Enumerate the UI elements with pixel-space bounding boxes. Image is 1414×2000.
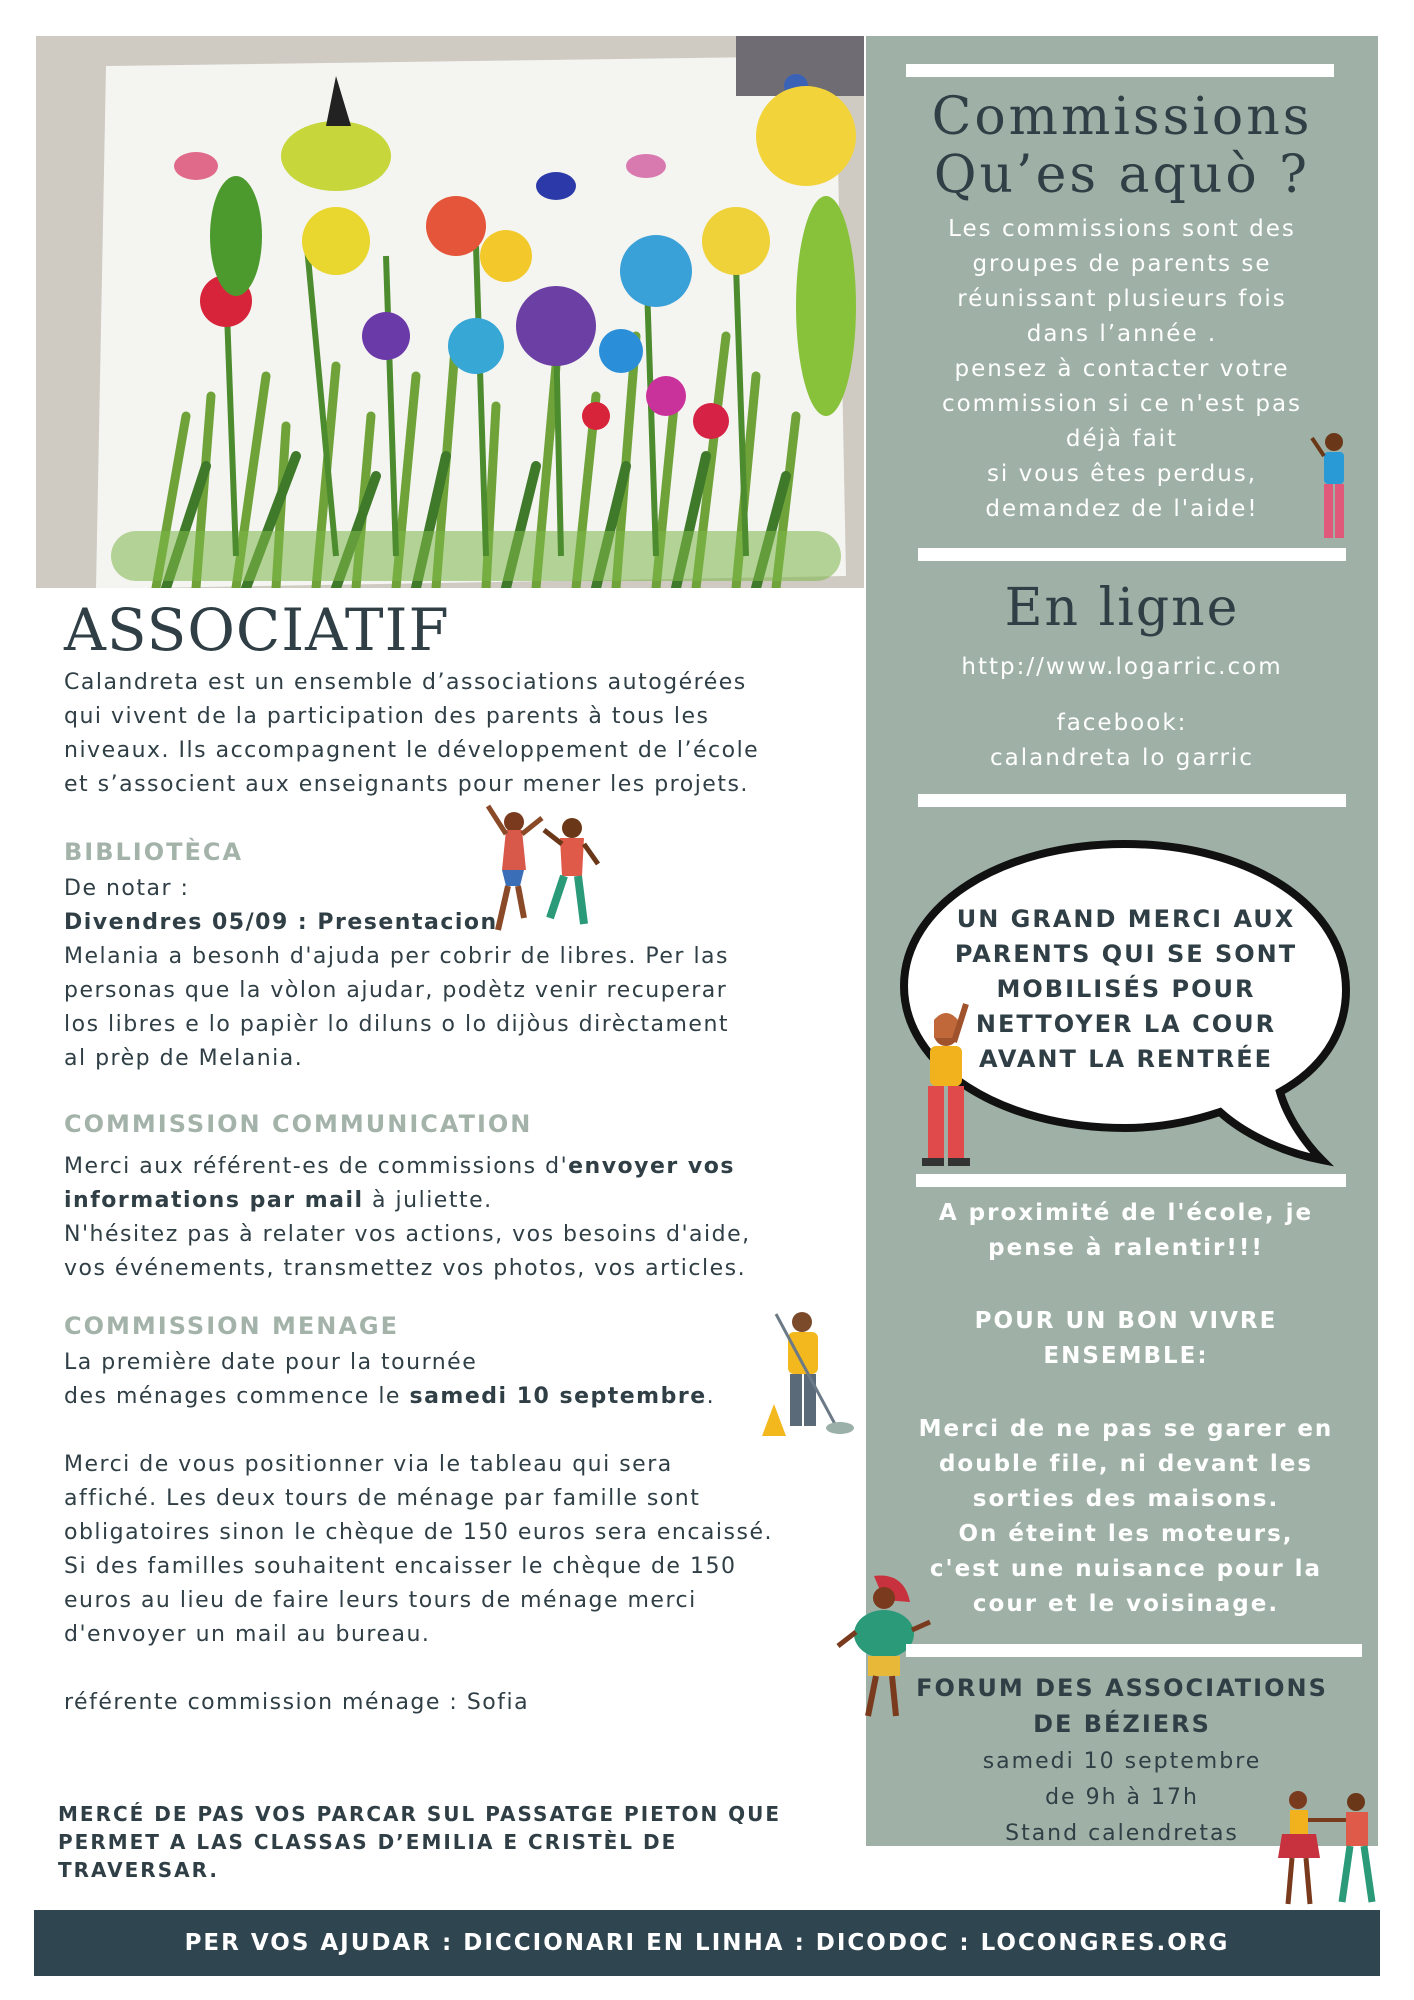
associatif-line: qui vivent de la participation des parents à tous les [64, 704, 710, 729]
bubble-line: AVANT LA RENTRÉE [978, 1045, 1274, 1073]
menage-line: euros au lieu de faire leurs tours de ménage merci [64, 1588, 697, 1613]
bibliotheca-note: De notar : [64, 876, 190, 901]
commissions-line: réunissant plusieurs fois [957, 286, 1287, 312]
woman-waving-illustration [906, 1000, 986, 1176]
footer-bar: PER VOS AJUDAR : DICCIONARI EN LINHA : DICODOC : LOCONGRES.ORG [34, 1910, 1380, 1976]
menage-text-run: des ménages commence le [64, 1384, 410, 1409]
menage-line: affiché. Les deux tours de ménage par famille sont [64, 1486, 701, 1511]
pieton-line: TRAVERSAR. [58, 1858, 219, 1882]
divider-bar [918, 548, 1346, 561]
divider-bar [906, 64, 1334, 77]
communication-line [64, 1184, 812, 1218]
menage-bold-run: samedi 10 septembre [409, 1384, 707, 1409]
girl-standing-illustration [1308, 430, 1360, 548]
bibliotheca-line: personas que la vòlon ajudar, podètz venir recuperar [64, 978, 728, 1003]
commissions-line: commission si ce n'est pas [941, 391, 1303, 417]
pieton-notice [58, 1800, 814, 1884]
menage-heading: COMMISSION MENAGE [64, 1312, 400, 1340]
parking-text [886, 1412, 1366, 1622]
bubble-line: PARENTS QUI SE SONT [954, 940, 1298, 968]
communication-bold-run: envoyer vos [568, 1154, 735, 1179]
dancing-couple-illustration [484, 800, 604, 940]
online-url-link[interactable]: http://www.logarric.com [961, 654, 1283, 680]
civility-line: ENSEMBLE: [1043, 1343, 1209, 1369]
menage-line: d'envoyer un mail au bureau. [64, 1622, 431, 1647]
communication-text-run: Merci aux référent-es de commissions d' [64, 1154, 569, 1179]
bubble-line: NETTOYER LA COUR [975, 1010, 1277, 1038]
bibliotheca-event: Divendres 05/09 : Presentacion [64, 910, 498, 935]
bubble-line: UN GRAND MERCI AUX [956, 905, 1296, 933]
commissions-line: groupes de parents se [972, 251, 1272, 277]
header-painting-image [36, 36, 864, 588]
civility-line: sorties des maisons. [972, 1486, 1280, 1512]
slow-down-text [886, 1196, 1366, 1266]
commissions-title [866, 88, 1378, 204]
pieton-line: MERCÉ DE PAS VOS PARCAR SUL PASSATGE PIETON QUE [58, 1802, 782, 1826]
civility-line: cour et le voisinage. [972, 1591, 1280, 1617]
civility-line: pense à ralentir!!! [988, 1235, 1264, 1261]
communication-text [64, 1150, 812, 1286]
associatif-paragraph [64, 666, 812, 802]
associatif-line: et s’associent aux enseignants pour mener les projets. [64, 772, 749, 797]
associatif-line: niveaux. Ils accompagnent le développement de l’école [64, 738, 760, 763]
bubble-line: MOBILISÉS POUR [996, 975, 1256, 1003]
forum-title [866, 1670, 1378, 1742]
civility-line: POUR UN BON VIVRE [974, 1308, 1278, 1334]
menage-referent: référente commission ménage : Sofia [64, 1690, 530, 1715]
facebook-name: calandreta lo garric [990, 745, 1254, 771]
bibliotheca-line: Melania a besonh d'ajuda per cobrir de libres. Per las [64, 944, 729, 969]
menage-line: obligatoires sinon le chèque de 150 euros sera encaissé. [64, 1520, 773, 1545]
communication-bold-run: informations par mail [64, 1188, 364, 1213]
associatif-line: Calandreta est un ensemble d’associations autogérées [64, 670, 747, 695]
commissions-line: dans l’année . [1026, 321, 1218, 347]
communication-text-run: à juliette. [363, 1188, 493, 1213]
bibliotheca-line: al prèp de Melania. [64, 1046, 304, 1071]
commissions-line: pensez à contacter votre [954, 356, 1290, 382]
divider-bar [918, 794, 1346, 807]
commissions-line: déjà fait [1065, 426, 1179, 452]
facebook-info [866, 706, 1378, 776]
commissions-line: demandez de l'aide! [985, 496, 1259, 522]
pieton-line: PERMET A LAS CLASSAS D’EMILIA E CRISTÈL DE [58, 1830, 678, 1854]
menage-text-run: . [706, 1384, 716, 1409]
divider-bar [916, 1174, 1346, 1187]
menage-spacer [64, 1652, 812, 1686]
civility-line: Merci de ne pas se garer en [918, 1416, 1334, 1442]
civility-line: c'est une nuisance pour la [929, 1556, 1323, 1582]
menage-line [64, 1380, 812, 1414]
commissions-text [866, 212, 1378, 527]
commissions-title-line: Commissions [931, 87, 1313, 147]
communication-line [64, 1150, 812, 1184]
janitor-illustration [756, 1308, 860, 1440]
communication-line: N'hésitez pas à relater vos actions, vos besoins d'aide, [64, 1222, 751, 1247]
forum-stand: Stand calendretas [1005, 1821, 1239, 1846]
bibliotheca-heading: BIBLIOTÈCA [64, 838, 244, 866]
menage-spacer [64, 1414, 812, 1448]
forum-hours: de 9h à 17h [1045, 1785, 1199, 1810]
commissions-line: Les commissions sont des [948, 216, 1296, 242]
civility-line: On éteint les moteurs, [958, 1521, 1294, 1547]
bibliotheca-text [64, 872, 812, 1076]
bubble-text [926, 902, 1326, 1077]
civility-line: double file, ni devant les [938, 1451, 1314, 1477]
forum-date: samedi 10 septembre [982, 1749, 1262, 1774]
forum-title-line: FORUM DES ASSOCIATIONS [916, 1674, 1328, 1702]
menage-line: Si des familles souhaitent encaisser le chèque de 150 [64, 1554, 737, 1579]
facebook-label: facebook: [1056, 710, 1188, 736]
commissions-title-line: Qu’es aquò ? [933, 145, 1311, 205]
vivre-ensemble-text [886, 1304, 1366, 1374]
online-title: En ligne [1004, 578, 1240, 638]
divider-bar [906, 1644, 1362, 1657]
dancing-pair-illustration [1268, 1786, 1388, 1910]
communication-heading: COMMISSION COMMUNICATION [64, 1110, 533, 1138]
forum-title-line: DE BÉZIERS [1033, 1710, 1211, 1738]
communication-line: vos événements, transmettez vos photos, vos articles. [64, 1256, 747, 1281]
bibliotheca-line: los libres e lo papièr lo diluns o lo dijòus dirèctament [64, 1012, 730, 1037]
menage-text [64, 1346, 812, 1720]
commissions-line: si vous êtes perdus, [986, 461, 1258, 487]
menage-line: La première date pour la tournée [64, 1350, 478, 1375]
menage-line: Merci de vous positionner via le tableau qui sera [64, 1452, 673, 1477]
civility-line: A proximité de l'école, je [938, 1200, 1314, 1226]
associatif-title: ASSOCIATIF [64, 596, 450, 664]
